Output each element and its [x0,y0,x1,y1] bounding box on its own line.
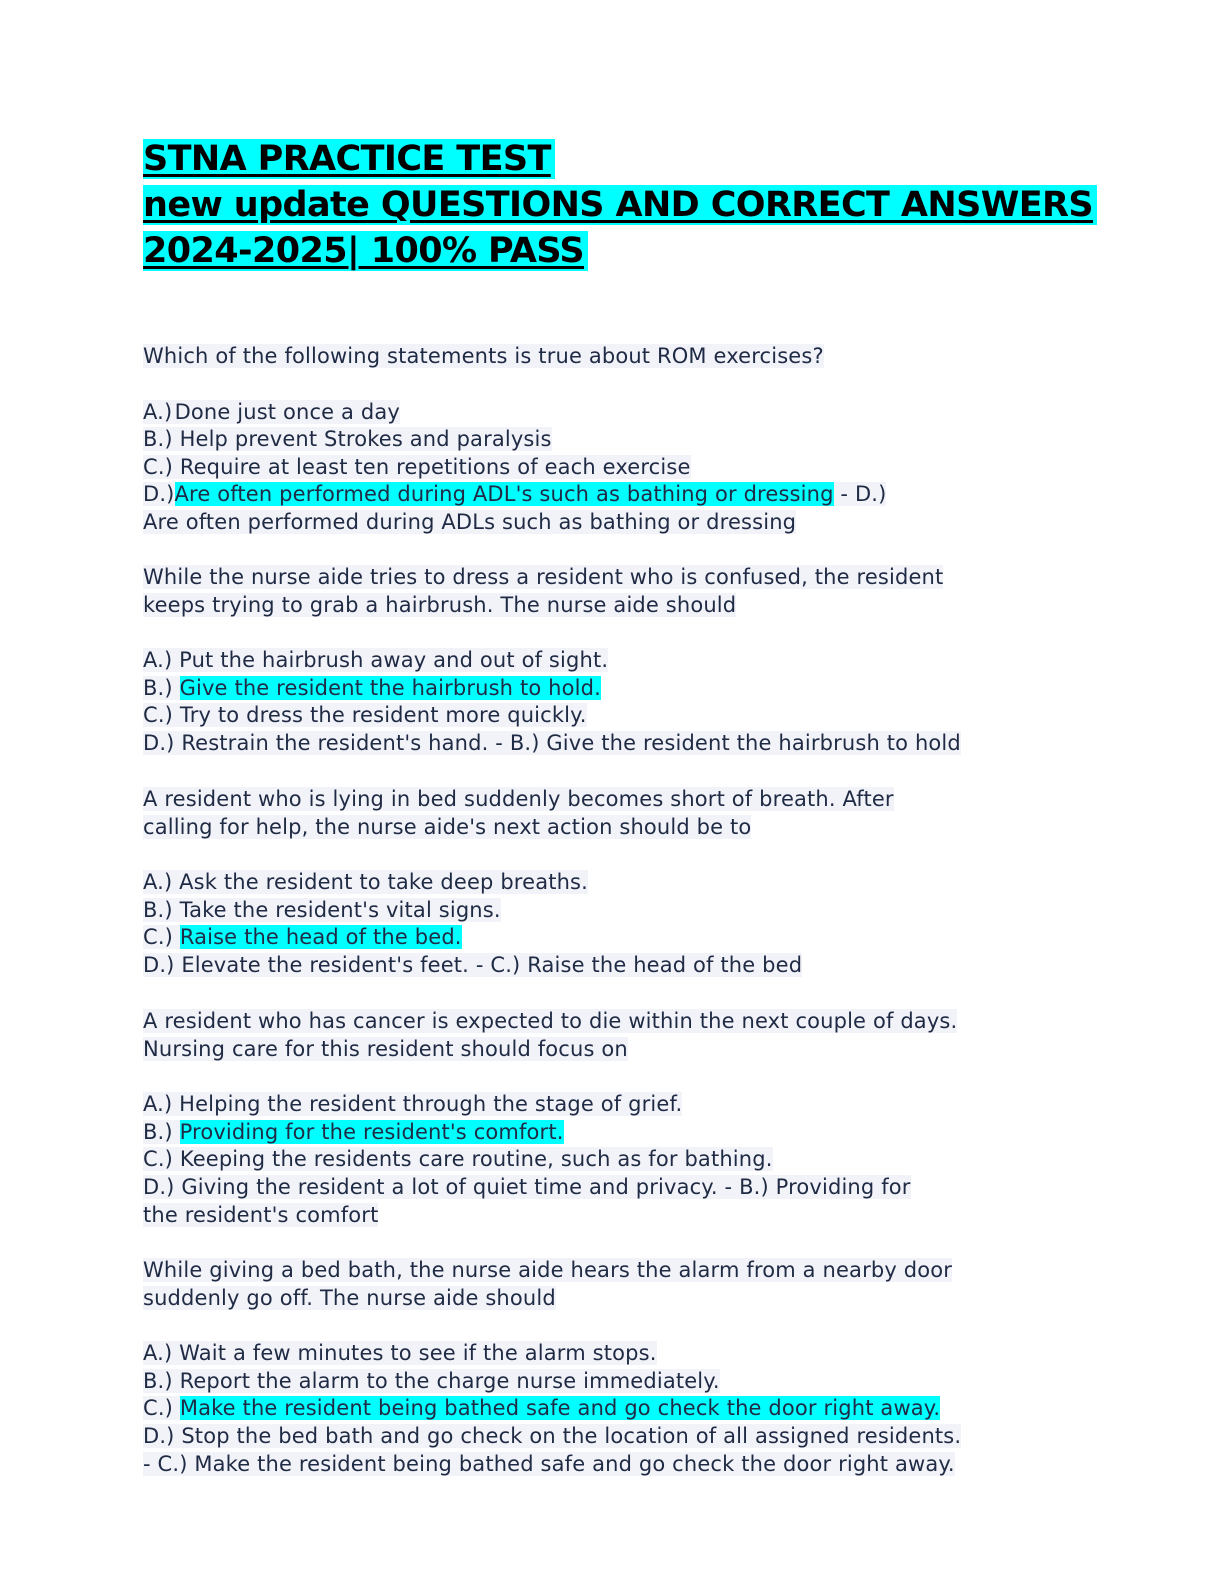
question-text: A resident who has cancer is expected to die within the next couple of days. [143,1009,958,1033]
answer-explanation: the resident's comfort [143,1202,379,1227]
answer-option: A.) Ask the resident to take deep breaths. [143,870,588,895]
question-text: A resident who is lying in bed suddenly becomes short of breath. After [143,787,894,811]
answer-option: B.) Take the resident's vital signs. [143,897,501,922]
answer-option-correct: C.) Raise the head of the bed. [143,925,462,950]
answer-option-correct: C.) Make the resident being bathed safe and go check the door right away. [143,1396,941,1421]
answer-option: D.) Giving the resident a lot of quiet time and privacy. - B.) Providing for [143,1174,911,1199]
answer-option: A.) Wait a few minutes to see if the alarm stops. [143,1341,657,1366]
answer-option: A.) Done just once a day [143,399,400,424]
question-block-2 [143,564,1143,758]
question-block-4 [143,1008,1143,1229]
question-text: Which of the following statements is true about ROM exercises? [143,344,824,368]
question-text: While giving a bed bath, the nurse aide hears the alarm from a nearby door [143,1258,952,1282]
answer-option-correct: B.) Give the resident the hairbrush to hold. [143,675,601,700]
question-text: keeps trying to grab a hairbrush. The nurse aide should [143,592,737,617]
answer-option: C.) Try to dress the resident more quickly. [143,703,587,728]
title-line: new update QUESTIONS AND CORRECT ANSWERS [143,182,1097,228]
answer-explanation: - C.) Make the resident being bathed safe and go check the door right away. [143,1451,955,1476]
title-line: 2024-2025| 100% PASS [143,228,1097,274]
answer-option-correct: D.)Are often performed during ADL's such as bathing or dressing - D.) [143,482,887,507]
answer-option: A.) Helping the resident through the stage of grief. [143,1092,683,1117]
question-text: calling for help, the nurse aide's next action should be to [143,814,752,839]
answer-explanation: Are often performed during ADLs such as bathing or dressing [143,509,797,534]
question-block-1 [143,343,1143,537]
answer-option: B.) Report the alarm to the charge nurse immediately. [143,1368,720,1393]
answer-option: D.) Elevate the resident's feet. - C.) Raise the head of the bed [143,952,803,977]
answer-option: D.) Restrain the resident's hand. - B.) Give the resident the hairbrush to hold [143,730,961,755]
question-text: While the nurse aide tries to dress a resident who is confused, the resident [143,565,944,589]
question-block-3 [143,786,1143,980]
document-title [143,136,1097,274]
answer-option: C.) Require at least ten repetitions of each exercise [143,454,691,479]
answer-option: C.) Keeping the residents care routine, such as for bathing. [143,1147,773,1172]
answer-option: B.) Help prevent Strokes and paralysis [143,427,552,452]
answer-option-correct: B.) Providing for the resident's comfort. [143,1119,564,1144]
question-text: suddenly go off. The nurse aide should [143,1285,556,1310]
question-block-5 [143,1257,1143,1478]
answer-option: A.) Put the hairbrush away and out of sight. [143,648,609,673]
question-text: Nursing care for this resident should focus on [143,1036,628,1061]
answer-option: D.) Stop the bed bath and go check on the location of all assigned residents. [143,1423,962,1448]
title-line: STNA PRACTICE TEST [143,136,1097,182]
